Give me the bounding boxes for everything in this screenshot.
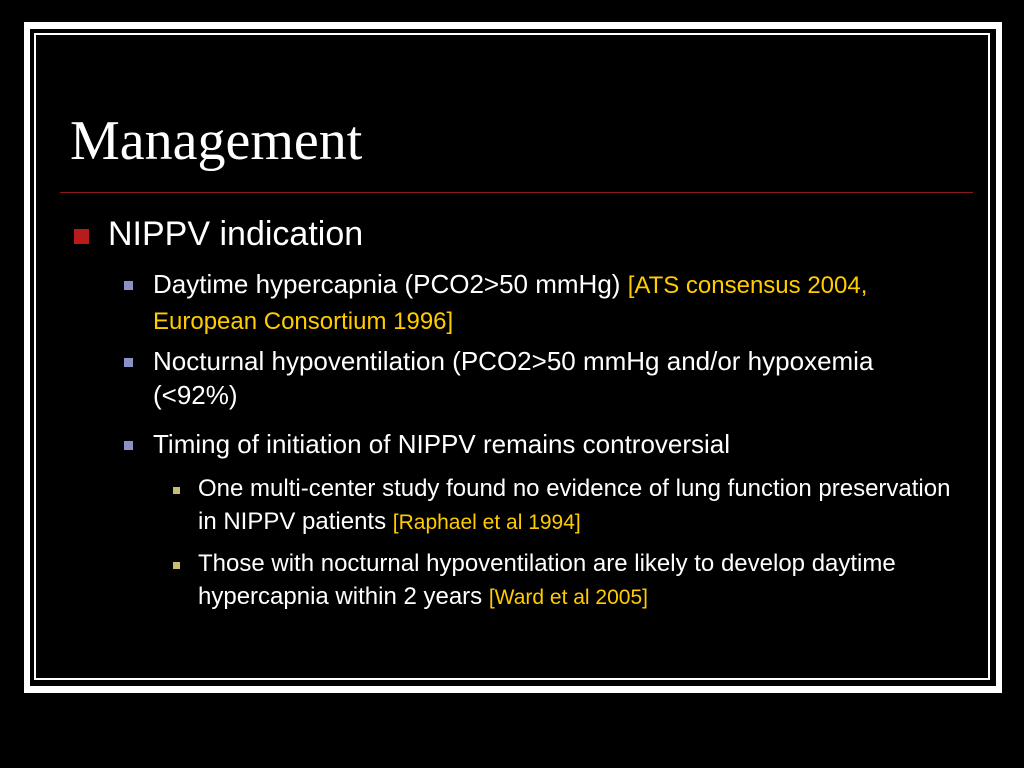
square-bullet-icon [124,358,133,367]
slide-title: Management [70,110,363,172]
bullet-multi-center-study [198,472,958,539]
bullet-text: Timing of initiation of NIPPV remains controversial [153,429,731,459]
citation: [ATS consensus 2004, European Consortium 1996] [153,272,868,335]
square-bullet-icon [173,562,180,569]
bullet-nippv-indication [108,212,363,256]
citation: [Ward et al 2005] [488,586,648,609]
bullet-timing-of-initiation [153,427,953,461]
square-bullet-icon [124,441,133,450]
square-bullet-icon [74,229,89,244]
bullet-text: Those with nocturnal hypoventilation are likely to develop daytime hypercapnia within 2 years [198,550,896,610]
square-bullet-icon [124,281,133,290]
bullet-nocturnal-hypoventilation [153,344,953,412]
square-bullet-icon [173,487,180,494]
bullet-text: One multi-center study found no evidence of lung function preservation in NIPPV patients [198,475,951,535]
bullet-text: NIPPV indication [108,215,364,253]
bullet-daytime-hypercapnia [153,267,953,339]
citation: [Raphael et al 1994] [392,511,581,534]
bullet-nocturnal-hypoventilation-likely [198,547,958,614]
bullet-text: Daytime hypercapnia (PCO2>50 mmHg) [153,269,628,299]
bullet-text: Nocturnal hypoventilation (PCO2>50 mmHg and/or hypoxemia (<92%) [153,346,874,410]
